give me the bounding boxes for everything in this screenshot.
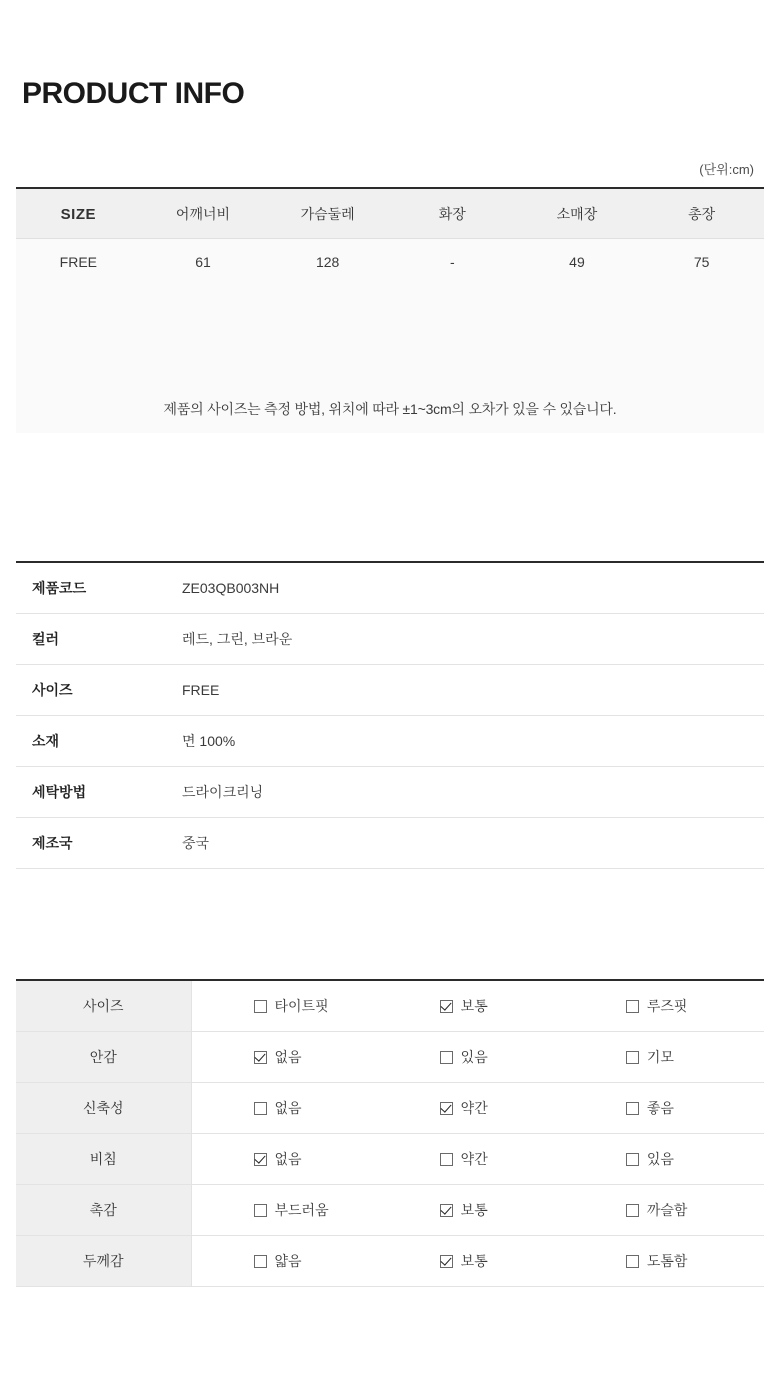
spec-value-size: FREE — [182, 682, 220, 699]
checkbox-icon[interactable] — [254, 1204, 267, 1217]
table-row — [16, 563, 764, 614]
unit-note: (단위:cm) — [699, 162, 754, 178]
attr-label-texture: 촉감 — [16, 1185, 191, 1236]
attr-option-label: 없음 — [274, 1049, 302, 1066]
size-header-sleeve: 소매장 — [515, 189, 640, 239]
spec-value-material: 면 100% — [182, 733, 236, 750]
attr-option-elasticity-good[interactable] — [578, 1098, 764, 1118]
attr-option-texture-soft[interactable] — [192, 1200, 392, 1220]
attr-label-elasticity: 신축성 — [16, 1083, 191, 1134]
spec-label-size: 사이즈 — [32, 682, 73, 699]
attr-option-label: 보통 — [460, 1202, 488, 1219]
attr-option-label: 약간 — [460, 1151, 488, 1168]
checkbox-icon[interactable] — [254, 1000, 267, 1013]
spec-label-color: 컬러 — [32, 631, 60, 648]
attr-option-label: 까슬함 — [646, 1202, 688, 1219]
checkbox-icon[interactable] — [626, 1102, 639, 1115]
size-table-header — [16, 189, 764, 239]
attr-label-lining: 안감 — [16, 1032, 191, 1083]
table-row — [16, 716, 764, 767]
checkbox-icon[interactable] — [626, 1153, 639, 1166]
attr-option-label: 좋음 — [646, 1100, 674, 1117]
attr-option-label: 기모 — [646, 1049, 674, 1066]
table-row — [16, 1185, 764, 1236]
attr-option-size-tight[interactable] — [192, 996, 392, 1016]
attr-option-sheerness-yes[interactable] — [578, 1149, 764, 1169]
table-row — [16, 767, 764, 818]
attr-option-elasticity-none[interactable] — [192, 1098, 392, 1118]
checkbox-icon[interactable] — [440, 1051, 453, 1064]
attr-option-texture-rough[interactable] — [578, 1200, 764, 1220]
spec-label-product-code: 제품코드 — [32, 580, 87, 597]
attr-option-label: 루즈핏 — [646, 998, 688, 1015]
table-row-caption — [16, 384, 764, 433]
attr-label-sheerness: 비침 — [16, 1134, 191, 1185]
attr-option-elasticity-slight[interactable] — [392, 1098, 578, 1118]
size-table-caption: 제품의 사이즈는 측정 방법, 위치에 따라 ±1~3cm의 오차가 있을 수 있습니다. — [16, 384, 764, 433]
table-row-spacer — [16, 284, 764, 384]
checkbox-icon[interactable] — [254, 1102, 267, 1115]
checkbox-checked-icon[interactable] — [440, 1255, 453, 1268]
spec-value-product-code: ZE03QB003NH — [182, 580, 280, 597]
checkbox-icon[interactable] — [626, 1255, 639, 1268]
page-title: PRODUCT INFO — [22, 77, 245, 111]
attr-option-size-normal[interactable] — [392, 996, 578, 1016]
product-info-page — [0, 20, 780, 1375]
bottom-spacer — [16, 1287, 764, 1375]
checkbox-icon[interactable] — [626, 1204, 639, 1217]
attr-option-thickness-thick[interactable] — [578, 1251, 764, 1271]
size-header-length: 총장 — [639, 189, 764, 239]
checkbox-icon[interactable] — [254, 1255, 267, 1268]
size-cell-shoulder: 61 — [141, 239, 266, 285]
spec-value-origin: 중국 — [182, 835, 210, 852]
attr-option-thickness-thin[interactable] — [192, 1251, 392, 1271]
size-cell-size: FREE — [16, 239, 141, 285]
attr-option-lining-yes[interactable] — [392, 1047, 578, 1067]
attr-label-size: 사이즈 — [16, 981, 191, 1032]
attr-option-label: 도톰함 — [646, 1253, 688, 1270]
attr-option-size-loose[interactable] — [578, 996, 764, 1016]
size-header-size: SIZE — [16, 189, 141, 239]
attr-option-label: 있음 — [646, 1151, 674, 1168]
table-row — [16, 1236, 764, 1287]
table-row — [16, 1134, 764, 1185]
checkbox-icon[interactable] — [440, 1153, 453, 1166]
checkbox-checked-icon[interactable] — [440, 1000, 453, 1013]
attr-option-label: 보통 — [460, 1253, 488, 1270]
attribute-table — [16, 981, 764, 1287]
size-table-section — [16, 187, 764, 433]
table-row — [16, 818, 764, 869]
attr-option-label: 없음 — [274, 1100, 302, 1117]
attr-option-label: 부드러움 — [274, 1202, 329, 1219]
size-cell-chest: 128 — [265, 239, 390, 285]
attr-option-sheerness-slight[interactable] — [392, 1149, 578, 1169]
attr-option-lining-fleece[interactable] — [578, 1047, 764, 1067]
spec-table-section — [16, 561, 764, 869]
size-header-shoulder: 어깨너비 — [141, 189, 266, 239]
spec-value-color: 레드, 그린, 브라운 — [182, 631, 293, 648]
attr-option-label: 얇음 — [274, 1253, 302, 1270]
attr-option-label: 보통 — [460, 998, 488, 1015]
size-cell-sleeve-total: - — [390, 239, 515, 285]
spec-value-wash: 드라이크리닝 — [182, 784, 264, 801]
attr-option-thickness-normal[interactable] — [392, 1251, 578, 1271]
checkbox-icon[interactable] — [626, 1051, 639, 1064]
size-header-chest: 가슴둘레 — [265, 189, 390, 239]
table-row — [16, 614, 764, 665]
size-cell-sleeve: 49 — [515, 239, 640, 285]
attr-option-label: 약간 — [460, 1100, 488, 1117]
table-row — [16, 665, 764, 716]
checkbox-checked-icon[interactable] — [254, 1051, 267, 1064]
attr-option-label: 있음 — [460, 1049, 488, 1066]
size-table — [16, 189, 764, 433]
checkbox-checked-icon[interactable] — [254, 1153, 267, 1166]
spec-table — [16, 563, 764, 869]
spec-label-wash: 세탁방법 — [32, 784, 87, 801]
attr-option-texture-normal[interactable] — [392, 1200, 578, 1220]
table-row — [16, 239, 764, 285]
table-row — [16, 981, 764, 1032]
table-row — [16, 1083, 764, 1134]
checkbox-checked-icon[interactable] — [440, 1204, 453, 1217]
size-table-body — [16, 239, 764, 434]
spec-label-origin: 제조국 — [32, 835, 73, 852]
checkbox-icon[interactable] — [626, 1000, 639, 1013]
attr-option-label: 타이트핏 — [274, 998, 329, 1015]
attr-option-label: 없음 — [274, 1151, 302, 1168]
size-cell-length: 75 — [639, 239, 764, 285]
attr-option-sheerness-none[interactable] — [192, 1149, 392, 1169]
size-header-sleeve-total: 화장 — [390, 189, 515, 239]
attr-label-thickness: 두께감 — [16, 1236, 191, 1287]
table-row — [16, 1032, 764, 1083]
attribute-table-section — [16, 979, 764, 1287]
attr-option-lining-none[interactable] — [192, 1047, 392, 1067]
table-row — [16, 189, 764, 239]
checkbox-checked-icon[interactable] — [440, 1102, 453, 1115]
spec-label-material: 소재 — [32, 733, 60, 750]
size-table-filler — [16, 284, 764, 384]
